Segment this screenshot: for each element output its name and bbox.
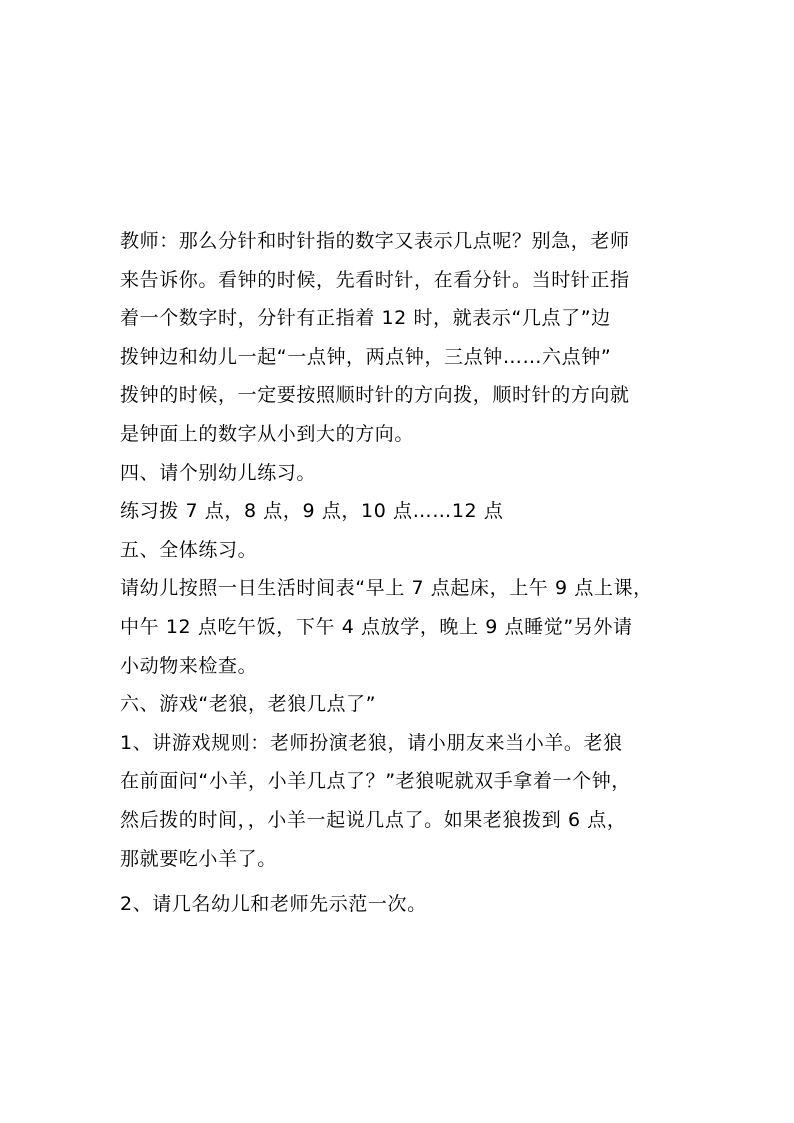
spacer <box>120 878 680 885</box>
document-body <box>120 222 680 924</box>
paragraph-line: 中午 12 点吃午饭，下午 4 点放学，晚上 9 点睡觉”另外请 <box>120 615 633 638</box>
paragraph-line: 来告诉你。看钟的时候，先看时针，在看分针。当时针正指 <box>120 268 630 291</box>
paragraph-line: 然后拨的时间，，小羊一起说几点了。如果老狼拨到 6 点， <box>120 808 627 831</box>
paragraph-line: 在前面问“小羊，小羊几点了？”老狼呢就双手拿着一个钟， <box>120 770 631 793</box>
paragraph-line: 小动物来检查。 <box>120 654 258 677</box>
section-heading: 六、游戏“老狼，老狼几点了” <box>120 693 377 716</box>
paragraph-line: 教师：那么分针和时针指的数字又表示几点呢？别急，老师 <box>120 230 630 252</box>
paragraph-line: 请幼儿按照一日生活时间表“早上 7 点起床，上午 9 点上课， <box>120 577 653 600</box>
section-heading: 四、请个别幼儿练习。 <box>120 461 317 484</box>
paragraph-line: 练习拨 7 点，8 点，9 点，10 点……12 点 <box>120 500 504 523</box>
section-heading: 五、全体练习。 <box>120 538 258 561</box>
paragraph-line: 是钟面上的数字从小到大的方向。 <box>120 422 415 445</box>
paragraph-line: 1、讲游戏规则：老师扮演老狼，请小朋友来当小羊。老狼 <box>120 731 623 754</box>
paragraph-line: 拨钟的时候，一定要按照顺时针的方向拨，顺时针的方向就 <box>120 384 630 407</box>
paragraph-line: 着一个数字时，分针有正指着 12 时，就表示“几点了”边 <box>120 307 611 330</box>
paragraph-line: 2、请几名幼儿和老师先示范一次。 <box>120 893 427 916</box>
paragraph-line: 拨钟边和幼儿一起“一点钟，两点钟，三点钟……六点钟” <box>120 345 612 368</box>
paragraph-line: 那就要吃小羊了。 <box>120 847 277 870</box>
